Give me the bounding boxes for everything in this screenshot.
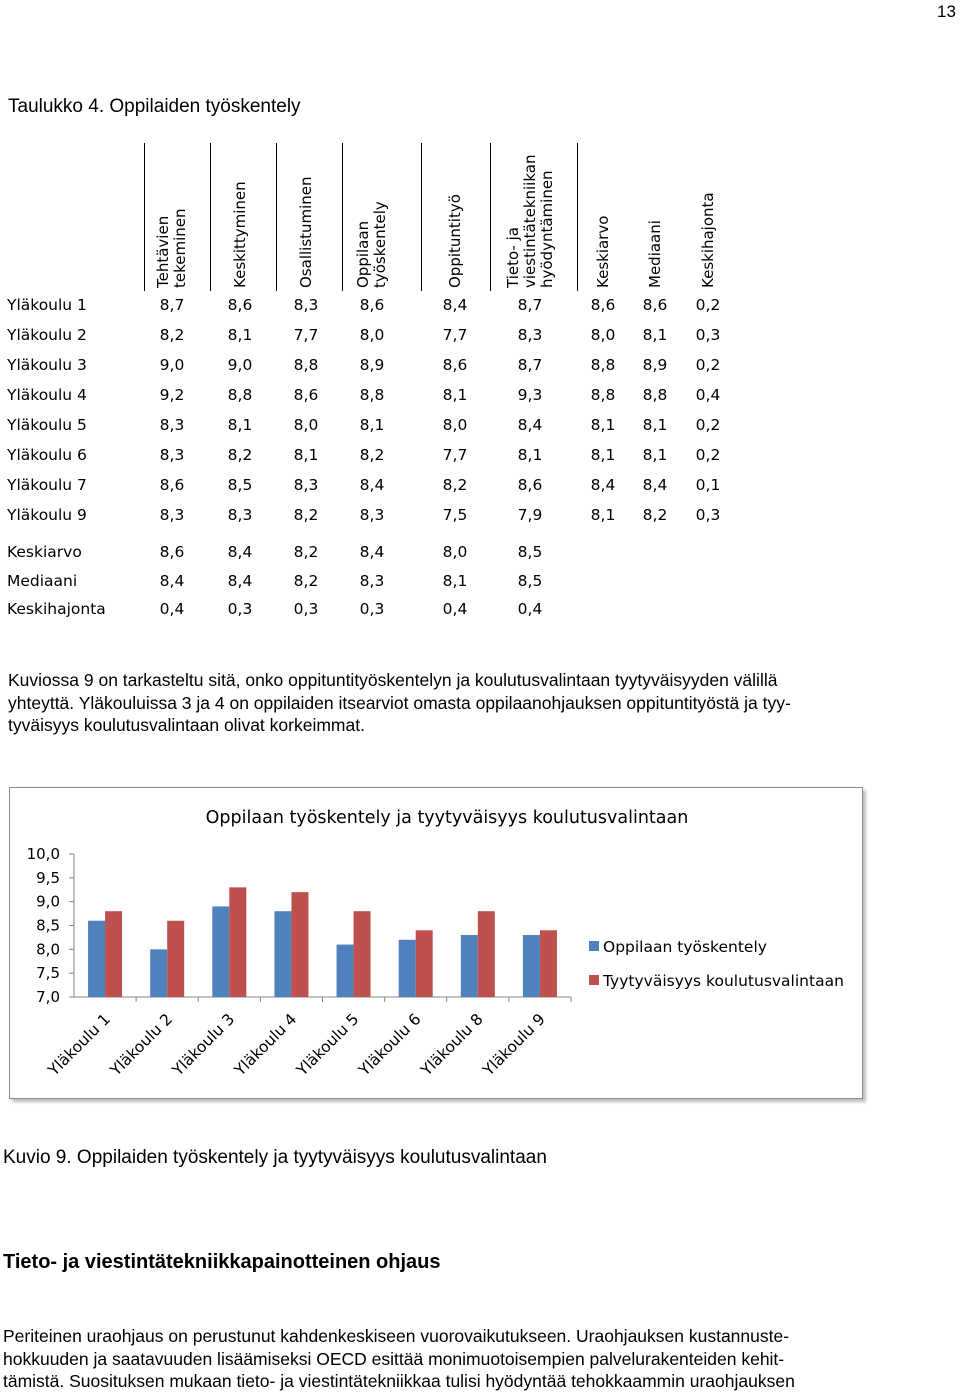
x-tick-label: Yläkoulu 8 — [417, 1010, 487, 1080]
results-table — [0, 0, 960, 640]
column-header: Keskittyminen — [230, 181, 249, 288]
paragraph-intro — [8, 669, 943, 737]
y-tick-label: 7,0 — [36, 988, 60, 1006]
table-cell: 8,9 — [359, 356, 385, 374]
y-tick-label: 10,0 — [26, 845, 60, 863]
table-cell: 8,1 — [442, 571, 468, 590]
table-cell: 8,8 — [590, 356, 616, 374]
column-header: Tieto- ja viestintätekniikan hyödyntäminen — [503, 154, 556, 288]
table-cell: 8,5 — [517, 571, 543, 590]
table-cell: 8,4 — [227, 543, 253, 561]
header-divider — [577, 143, 578, 291]
table-cell: 8,1 — [227, 416, 253, 434]
table-cell: 9,2 — [159, 386, 185, 404]
table-cell: 8,8 — [590, 386, 616, 404]
table-cell: 8,5 — [227, 476, 253, 494]
table-cell: 8,7 — [517, 356, 543, 374]
column-header: Mediaani — [645, 220, 664, 288]
table-row — [7, 476, 947, 498]
table-cell: 8,6 — [159, 543, 185, 561]
x-tick-label: Yläkoulu 9 — [479, 1010, 549, 1080]
table-cell: 8,6 — [517, 476, 543, 494]
table-cell: 8,0 — [442, 543, 468, 561]
header-divider — [276, 143, 277, 291]
row-label: Keskiarvo — [7, 543, 82, 561]
legend-label: Oppilaan työskentely — [603, 938, 767, 956]
row-label: Yläkoulu 5 — [7, 416, 87, 434]
legend-label: Tyytyväisyys koulutusvalintaan — [603, 972, 844, 990]
table-cell: 0,2 — [695, 416, 721, 434]
table-cell: 0,4 — [159, 600, 185, 618]
table-cell: 8,1 — [442, 386, 468, 404]
bar-tyytyvaisyys — [540, 930, 557, 997]
row-label: Mediaani — [7, 571, 78, 590]
table-cell: 8,8 — [227, 386, 253, 404]
column-header: Oppilaan työskentely — [354, 201, 389, 288]
table-cell: 8,3 — [359, 571, 385, 590]
table-cell: 8,6 — [293, 386, 319, 404]
legend-swatch — [589, 941, 599, 951]
table-cell: 7,7 — [442, 446, 468, 464]
table-cell: 0,3 — [293, 600, 319, 618]
table-cell: 8,1 — [590, 446, 616, 464]
table-row — [7, 296, 947, 318]
table-cell: 0,2 — [695, 356, 721, 374]
table-row — [7, 356, 947, 378]
table-cell: 8,3 — [159, 446, 185, 464]
table-cell: 7,7 — [442, 326, 468, 344]
legend-swatch — [589, 975, 599, 985]
table-row — [7, 543, 947, 565]
x-tick-label: Yläkoulu 3 — [168, 1010, 239, 1080]
table-cell: 8,8 — [359, 386, 385, 404]
bar-oppilaan-tyoskentely — [399, 940, 416, 997]
section-heading: Tieto- ja viestintätekniikkapainotteinen ohjaus — [3, 1251, 441, 1273]
x-tick-label: Yläkoulu 2 — [106, 1010, 177, 1080]
bar-tyytyvaisyys — [478, 911, 495, 997]
paragraph-line: yhteyttä. Yläkouluissa 3 ja 4 on oppilaiden itsearviot omasta oppilaanohjauksen oppituntityöstä ja tyy- — [8, 692, 791, 713]
table-cell: 8,0 — [442, 416, 468, 434]
table-cell: 8,3 — [359, 506, 385, 524]
page-number: 13 — [937, 2, 956, 21]
table-cell: 8,4 — [642, 476, 668, 494]
table-cell: 0,4 — [517, 600, 543, 618]
table-cell: 0,2 — [695, 296, 721, 314]
table-row — [7, 386, 947, 408]
table-cell: 8,3 — [159, 416, 185, 434]
bar-oppilaan-tyoskentely — [88, 921, 105, 997]
table-cell: 8,8 — [293, 356, 319, 374]
table-cell: 8,3 — [293, 296, 319, 314]
table-cell: 8,4 — [359, 543, 385, 561]
table-cell: 7,7 — [293, 326, 319, 344]
table-cell: 9,0 — [159, 356, 185, 374]
row-label: Yläkoulu 6 — [7, 446, 87, 464]
table-cell: 9,3 — [517, 386, 543, 404]
table-cell: 9,0 — [227, 356, 253, 374]
table-cell: 8,5 — [517, 543, 543, 561]
table-cell: 0,1 — [695, 476, 721, 494]
table-cell: 8,2 — [227, 446, 253, 464]
table-row — [7, 326, 947, 348]
table-cell: 8,0 — [293, 416, 319, 434]
paragraph-line: tyväisyys koulutusvalintaan olivat korkeimmat. — [8, 715, 365, 735]
table-cell: 8,8 — [642, 386, 668, 404]
column-header: Oppituntityö — [445, 194, 464, 288]
table-cell: 8,2 — [293, 543, 319, 561]
table-cell: 8,3 — [159, 506, 185, 524]
bar-oppilaan-tyoskentely — [337, 945, 354, 997]
table-cell: 8,0 — [359, 326, 385, 344]
bar-oppilaan-tyoskentely — [274, 911, 291, 997]
table-cell: 8,1 — [590, 416, 616, 434]
table-cell: 8,6 — [442, 356, 468, 374]
table-cell: 8,7 — [159, 296, 185, 314]
table-cell: 8,7 — [517, 296, 543, 314]
table-cell: 8,1 — [517, 446, 543, 464]
table-cell: 0,4 — [695, 386, 721, 404]
table-row — [7, 600, 947, 622]
table-cell: 0,3 — [359, 600, 385, 618]
y-tick-label: 9,5 — [36, 868, 60, 887]
bar-oppilaan-tyoskentely — [150, 949, 167, 997]
row-label: Yläkoulu 1 — [7, 296, 87, 314]
bar-chart — [10, 788, 862, 1098]
y-tick-label: 7,5 — [36, 964, 60, 983]
header-divider — [490, 143, 491, 291]
table-cell: 8,1 — [642, 446, 668, 464]
bar-tyytyvaisyys — [291, 892, 308, 997]
table-cell: 8,1 — [227, 326, 253, 344]
header-divider — [342, 143, 343, 291]
table-cell: 8,3 — [293, 476, 319, 494]
table-cell: 8,4 — [442, 296, 468, 314]
row-label: Yläkoulu 7 — [7, 476, 87, 494]
bar-tyytyvaisyys — [229, 887, 246, 997]
paragraph-line: tämistä. Suosituksen mukaan tieto- ja viestintätekniikkaa tulisi hyödyntää tehokkaammin uraohjauksen — [3, 1371, 795, 1391]
bar-tyytyvaisyys — [105, 911, 122, 997]
column-header: Keskihajonta — [698, 192, 717, 288]
x-tick-label: Yläkoulu 1 — [44, 1010, 114, 1080]
table-cell: 8,1 — [359, 416, 385, 434]
column-header: Keskiarvo — [593, 215, 612, 288]
row-label: Yläkoulu 2 — [7, 326, 87, 344]
table-row — [7, 416, 947, 438]
x-tick-label: Yläkoulu 5 — [293, 1010, 363, 1080]
paragraph-line: Periteinen uraohjaus on perustunut kahdenkeskiseen vuorovaikutukseen. Uraohjauksen kustannuste- — [3, 1326, 790, 1346]
table-cell: 8,0 — [590, 326, 616, 344]
table-cell: 8,2 — [442, 476, 468, 494]
paragraph-line: Kuviossa 9 on tarkasteltu sitä, onko oppituntityöskentelyn ja koulutusvalintaan tyytyväisyyden välillä — [8, 670, 778, 690]
header-divider — [421, 143, 422, 291]
table-cell: 8,4 — [517, 416, 543, 434]
x-tick-label: Yläkoulu 4 — [231, 1010, 301, 1080]
table-cell: 8,2 — [293, 506, 319, 524]
table-cell: 8,6 — [642, 296, 668, 314]
column-header: Tehtävien tekeminen — [154, 208, 189, 288]
paragraph-body — [3, 1325, 953, 1393]
table-cell: 8,1 — [293, 446, 319, 464]
table-cell: 8,6 — [159, 476, 185, 494]
bar-oppilaan-tyoskentely — [461, 935, 478, 997]
table-cell: 8,3 — [227, 506, 253, 524]
header-divider — [144, 143, 145, 291]
bar-oppilaan-tyoskentely — [523, 935, 540, 997]
table-row — [7, 506, 947, 528]
column-header: Osallistuminen — [296, 176, 315, 288]
table-cell: 8,9 — [642, 356, 668, 374]
table-cell: 8,3 — [517, 326, 543, 344]
chart-container — [9, 787, 863, 1099]
table-cell: 8,2 — [642, 506, 668, 524]
paragraph-line: hokkuuden ja saatavuuden lisäämiseksi OECD esittää monimuotoisempien palvelurakenteiden kehit- — [3, 1348, 785, 1369]
row-label: Yläkoulu 3 — [7, 356, 87, 374]
chart-title: Oppilaan työskentely ja tyytyväisyys koulutusvalintaan — [205, 808, 689, 828]
bar-tyytyvaisyys — [167, 921, 184, 997]
bar-tyytyvaisyys — [416, 930, 433, 997]
row-label: Yläkoulu 4 — [7, 386, 87, 404]
table-cell: 8,1 — [642, 326, 668, 344]
table-cell: 8,4 — [359, 476, 385, 494]
table-cell: 0,3 — [227, 600, 253, 618]
y-tick-label: 9,0 — [36, 892, 60, 911]
row-label: Keskihajonta — [7, 600, 106, 618]
bar-oppilaan-tyoskentely — [212, 906, 229, 997]
figure-caption: Kuvio 9. Oppilaiden työskentely ja tyytyväisyys koulutusvalintaan — [3, 1147, 547, 1168]
table-cell: 8,4 — [159, 571, 185, 590]
row-label: Yläkoulu 9 — [7, 506, 87, 524]
table-cell: 0,3 — [695, 506, 721, 524]
bar-tyytyvaisyys — [354, 911, 371, 997]
table-cell: 0,4 — [442, 600, 468, 618]
table-cell: 8,1 — [590, 506, 616, 524]
table-row — [7, 572, 947, 594]
table-cell: 8,6 — [227, 296, 253, 314]
table-cell: 8,2 — [293, 571, 319, 590]
x-tick-label: Yläkoulu 6 — [355, 1010, 425, 1080]
table-cell: 8,2 — [359, 446, 385, 464]
table-cell: 7,9 — [517, 506, 543, 524]
table-caption: Taulukko 4. Oppilaiden työskentely — [8, 96, 301, 117]
y-tick-label: 8,5 — [36, 916, 60, 935]
table-cell: 8,1 — [642, 416, 668, 434]
table-cell: 8,4 — [590, 476, 616, 494]
table-row — [7, 446, 947, 468]
table-cell: 8,6 — [590, 296, 616, 314]
table-cell: 7,5 — [442, 506, 468, 524]
table-cell: 8,6 — [359, 296, 385, 314]
table-cell: 0,2 — [695, 446, 721, 464]
y-tick-label: 8,0 — [36, 940, 60, 959]
table-cell: 8,4 — [227, 571, 253, 590]
table-cell: 8,2 — [159, 326, 185, 344]
header-divider — [210, 143, 211, 291]
table-cell: 0,3 — [695, 326, 721, 344]
